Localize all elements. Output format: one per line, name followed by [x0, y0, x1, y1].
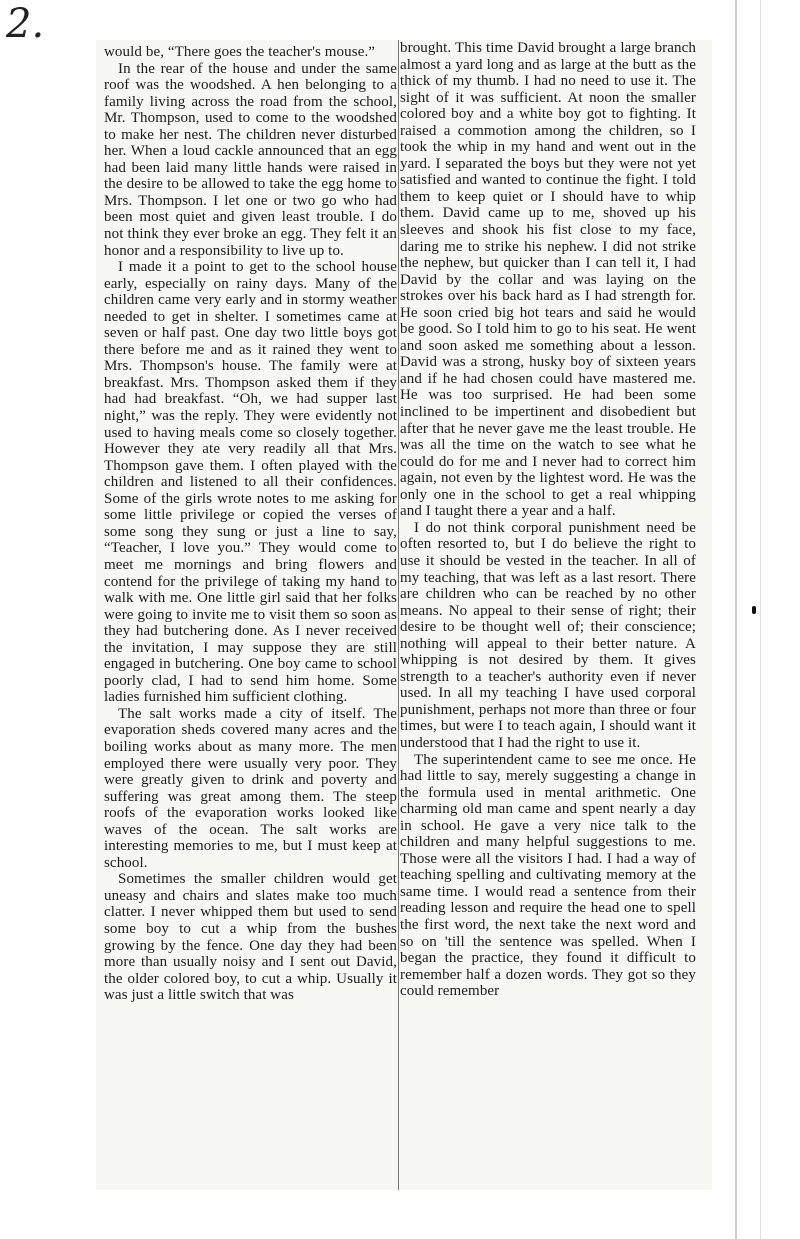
paragraph: brought. This time David brought a large branch almost a yard long and as large at the butt as the thick of my thumb. I had no need to use it. The sight of it was sufficient. At noon the smaller colored boy and a white boy got to fighting. It raised a commotion among the children, so I took the whip in my hand and went out in the yard. I separated the boys but they were not yet satisfied and wanted to continue the fight. I told them to keep quiet or I should have to whip them. David came up to me, shoved up his sleeves and shook his fist close to my face, daring me to strike his nephew. I did not strike the nephew, but quicker than I can tell it, I had David by the collar and was laying on the strokes over his back hard as I had strength for. He soon cried big hot tears and said he would be good. So I told him to go to his seat. He went and soon asked me something about a lesson. David was a strong, husky boy of sixteen years and if he had chosen could have mastered me. He was too surprised. He had been some inclined to be impertinent and disobedient but after that he never gave me the least trouble. He was all the time on the watch to see what he could do for me and I never had to correct him again, not even by the lightest word. He was the only one in the school to get a real whipping and I taught there a year and a half.: [400, 40, 696, 520]
paragraph: I do not think corporal punishment need be often resorted to, but I do believe the right to use it should be vested in the teacher. In all of my teaching, that was left as a last resort. There are children who can be reached by no other means. No appeal to their sense of right; their desire to be thought well of; their conscience; nothing will appeal to their better nature. A whipping is not desired by them. It gives strength to a teacher's authority even if never used. In all my teaching I have used corporal punishment, perhaps not more than three or four times, but were I to teach again, I should want it understood that I had the right to use it.: [400, 519, 696, 751]
right-column: [400, 40, 696, 1000]
paragraph: The superintendent came to see me once. He had little to say, merely suggesting a change in the formula used in mental arithmetic. One charming old man came and spent nearly a day in school. He gave a very nice talk to the children and many helpful suggestions to me. Those were all the visitors I had. I had a way of teaching spelling and cultivating memory at the same time. I would read a sentence from their reading lesson and require the head one to spell the first word, the next take the next word and so on 'till the sentence was spelled. When I began the practice, they found it difficult to remember half a dozen words. They got so they could remember: [400, 751, 696, 1000]
column-divider: [398, 40, 399, 1190]
paragraph: The salt works made a city of itself. The evaporation sheds covered many acres and the boiling works about as many more. The men employed there were usually very poor. They were greatly given to drink and poverty and suffering was great among them. The steep roofs of the evaporation works looked like waves of the ocean. The salt works are interesting memories to me, but I must keep at school.: [104, 705, 397, 871]
paragraph: would be, “There goes the teacher's mouse.”: [104, 44, 376, 60]
scan-edge-inner: [760, 0, 761, 1239]
page-number: 2.: [6, 1, 45, 47]
scan-edge: [735, 0, 737, 1239]
paragraph: In the rear of the house and under the same roof was the woodshed. A hen belonging to a family living across the road from the school, Mr. Thompson, used to come to the woodshed to make her nest. The children never disturbed her. When a loud cackle announced that an egg had been laid many little hands were raised in the desire to be allowed to take the egg home to Mrs. Thompson. I let one or two go who had been most quiet and given least trouble. I do not think they ever broke an egg. They felt it an honor and a responsibility to live up to.: [104, 60, 397, 259]
scan-speck: [752, 606, 756, 614]
paragraph: Sometimes the smaller children would get uneasy and chairs and slates make too much clatter. I never whipped them but used to send some boy to cut a whip from the bushes growing by the fence. One day they had been more than usually noisy and I sent out David, the older colored boy, to cut a whip. Usually it was just a little switch that was: [104, 871, 397, 1004]
paragraph: I made it a point to get to the school house early, especially on rainy days. Many of the children came very early and in stormy weather needed to get in shelter. I sometimes came at seven or half past. One day two little boys got there before me and as it rained they went to Mrs. Thompson's house. The family were at breakfast. Mrs. Thompson asked them if they had had breakfast. “Oh, we had supper last night,” was the reply. They were evidently not used to having meals come so closely together. However they ate very readily all that Mrs. Thompson gave them. I often played with the children and listened to all their confidences. Some of the girls wrote notes to me asking for some little privilege or copied the verses of some song they sung or just a line to say, “Teacher, I love you.” They would come to meet me mornings and bring flowers and contend for the privilege of taking my hand to walk with me. One little girl said that her folks were going to invite me to visit them so soon as they had butchering done. As I never received the invitation, I may suppose they are still engaged in butchering. One boy came to school poorly clad, I had to send him home. Some ladies furnished him sufficient clothing.: [104, 259, 397, 706]
left-column: [104, 44, 397, 1004]
